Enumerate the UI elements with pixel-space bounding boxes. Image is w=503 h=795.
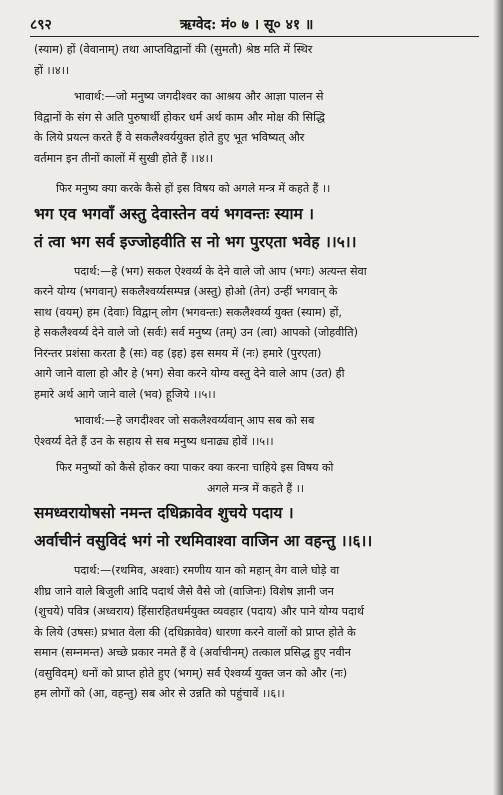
- bhavartha-line: भावार्थ:—जो मनुष्य जगदीश्वर का आश्रय और आज्ञा पालन से: [74, 90, 324, 103]
- padartha-line: (वसुविदम्) धनों को प्राप्त होते हुए (भगम्) सर्व ऐश्वर्य्य युक्त जन को और (नः): [34, 666, 348, 680]
- running-title: ऋग्वेद: मं० ७ । सू० ४१ ॥: [180, 17, 314, 33]
- padartha-line: हे सकलैश्वर्य्य देने वाले जो (सर्वः) सर्व मनुष्य (तम्) उन (त्वा) आपको (जोहवीति): [34, 326, 358, 339]
- page-number: ८९२: [30, 17, 52, 33]
- text-line: (स्याम) हों (वेवानाम्) तथा आप्तविद्वानों की (सुमतौ) श्रेष्ठ मति में स्थिर: [34, 43, 313, 56]
- padartha-line: साथ (वयम्) हम (देवाः) विद्वान् लोग (भगवन्तः) सकलैश्वर्य्य युक्त (स्याम) हों,: [34, 305, 342, 319]
- bhavartha-line: भावार्थ:—हे जगदीश्वर जो सकलैश्वर्य्यवान् आप सब को सब: [74, 414, 315, 427]
- mantra-line: अर्वाचीनं वसुविदं भगं नो रथमिवाश्वा वाजिन आ वहन्तु ।।६।।: [34, 531, 373, 550]
- bhavartha-line: वर्तमान इन तीनों कालों में सुखी होते हैं ।।४।।: [34, 151, 214, 165]
- padartha-line: शीघ्र जाने वाले बिजुली आदि पदार्थ जैसे वैसे जो (वाजिनः) विशेष ज्ञानी जन: [34, 584, 334, 598]
- page-body: [34, 40, 477, 705]
- padartha-line: हम लोगों को (आ, वहन्तु) सब ओर से उन्नति को पहुंचावें ।।६।।: [34, 687, 285, 700]
- padartha-line: पदार्थ:—(रथमिव, अश्वाः) रमणीय यान को महान् वेग वाले घोड़े वा: [74, 564, 340, 577]
- intro-line: फिर मनुष्यों को कैसे होकर क्या पाकर क्या करना चाहिये इस विषय को: [56, 461, 334, 474]
- padartha-line: आगे जाने वाला हो और हे (भग) सेवा करने योग्य वस्तु देने वाले आप (उत) ही: [34, 367, 345, 380]
- mantra-line: तं त्वा भग सर्व इज्जोहवीति स नो भग पुरएता भवेह ।।५।।: [34, 231, 357, 251]
- intro-line: फिर मनुष्य क्या करके कैसे हों इस विषय को अगले मन्त्र में कहते हैं ।।: [56, 182, 331, 195]
- bhavartha-line: विद्वानों के संग से अति पुरुषार्थी होकर धर्म अर्थ काम और मोक्ष की सिद्धि: [34, 110, 325, 124]
- padartha-line: के लिये (उषसः) प्रभात वेला की (दधिक्रावेव) धारणा करने वालों को प्राप्त होते के: [34, 625, 356, 639]
- bhavartha-line: ऐश्वर्य्य देते हैं उन के सहाय से सब मनुष्य धनाढ्य होवें ।।५।।: [34, 434, 274, 448]
- padartha-line: करने योग्य (भगवान्) सकलैश्वर्य्यसम्पन्न (अस्तु) होओ (तेन) उन्हीं भगवान् के: [34, 285, 338, 298]
- page-header: [30, 14, 479, 37]
- padartha-line: हमारे अर्थ आगे जाने वाले (भव) हूजिये ।।५।।: [34, 387, 216, 401]
- mantra-line: समध्वरायोषसो नमन्त दधिक्रावेव शुचये पदाय ।: [34, 503, 294, 522]
- binding-shadow: [493, 0, 503, 795]
- padartha-line: समान (सम्नमन्त) अच्छे प्रकार नमते हैं वे (अर्वाचीनम्) तत्काल प्रसिद्ध हुए नवीन: [34, 646, 351, 659]
- padartha-line: (शुचये) पवित्र (अध्वराय) हिंसारहितधर्मयुक्त व्यवहार (पदाय) और पाने योग्य पदार्थ: [34, 605, 364, 618]
- padartha-line: पदार्थ:—हे (भग) सकल ऐश्वर्य्य के देने वाले जो आप (भगः) अत्यन्त सेवा: [74, 264, 367, 278]
- mantra-line: भग एव भगवाँ अस्तु देवास्तेन वयं भगवन्तः स्याम ।: [34, 203, 315, 223]
- intro-line: अगले मन्त्र में कहते हैं ।।: [206, 481, 305, 495]
- padartha-line: निरन्तर प्रशंसा करता है (सः) वह (इह) इस समय में (नः) हमारे (पुरएता): [34, 346, 322, 360]
- bhavartha-line: के लिये प्रयत्न करते हैं वे सकलैश्वर्ययुक्त होते हुए भूत भविष्यत् और: [34, 131, 305, 144]
- text-line: हों ।।४।।: [34, 63, 70, 77]
